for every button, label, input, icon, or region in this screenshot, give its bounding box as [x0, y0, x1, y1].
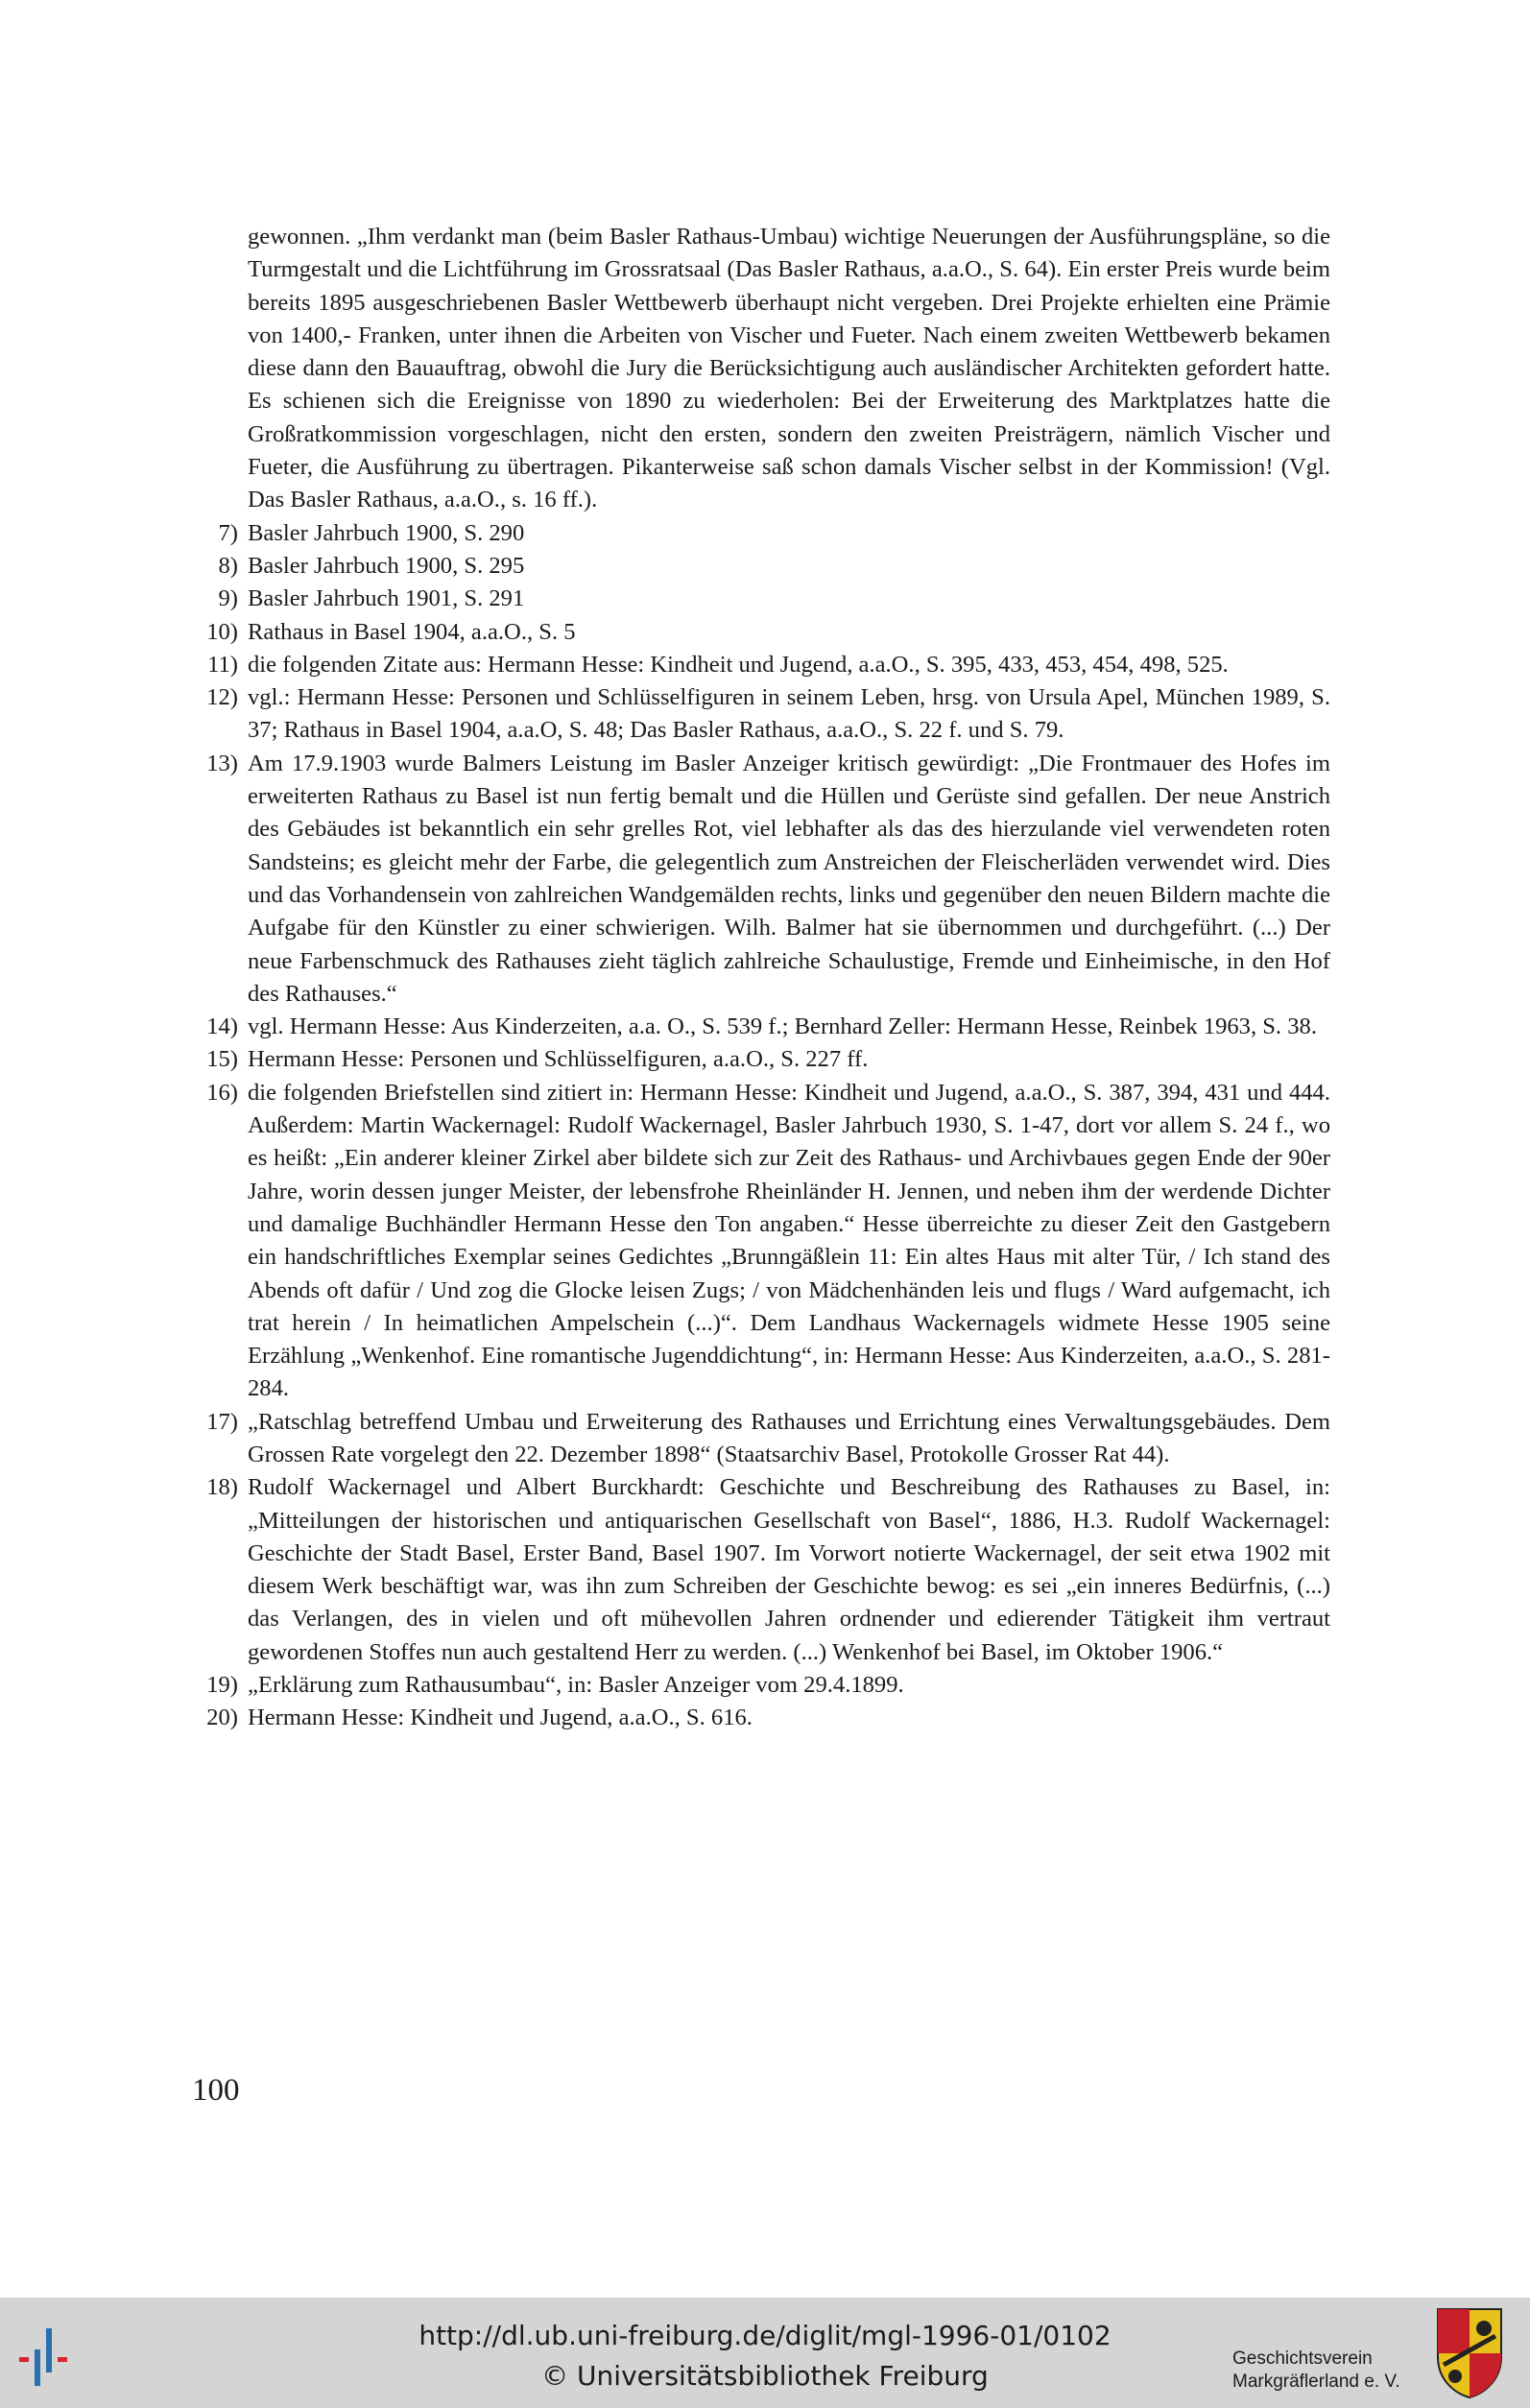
footnote-item — [188, 616, 1330, 649]
footnote-item — [188, 1043, 1330, 1076]
footnote-text: Rathaus in Basel 1904, a.a.O., S. 5 — [248, 618, 576, 645]
footnote-number: 13) — [206, 750, 238, 776]
footnote-number: 11) — [207, 651, 238, 678]
footnote-text: Basler Jahrbuch 1900, S. 295 — [248, 552, 525, 579]
footnote-number: 19) — [206, 1672, 238, 1699]
footnote-number: 14) — [206, 1013, 238, 1040]
coat-of-arms-icon — [1436, 2307, 1503, 2399]
footer-society-name — [1232, 2348, 1424, 2394]
footnote-item — [188, 649, 1330, 681]
footer-copyright: © Universitätsbibliothek Freiburg — [541, 2360, 989, 2392]
footnote-item — [188, 550, 1330, 583]
footnote-item — [188, 1669, 1330, 1702]
footnote-text: vgl. Hermann Hesse: Aus Kinderzeiten, a.a. O., S. 539 f.; Bernhard Zeller: Hermann Hesse, Reinbek 1963, S. 38. — [248, 1013, 1317, 1040]
footnote-text: Hermann Hesse: Personen und Schlüsselfiguren, a.a.O., S. 227 ff. — [248, 1046, 869, 1073]
footnote-number: 15) — [206, 1046, 238, 1073]
footnote-number: 7) — [218, 519, 238, 546]
footnote-item — [188, 517, 1330, 550]
society-line-1: Geschichtsverein — [1232, 2348, 1373, 2369]
footnote-item — [188, 1406, 1330, 1472]
footnote-number: 16) — [206, 1079, 238, 1106]
footnote-text: „Erklärung zum Rathausumbau“, in: Basler Anzeiger vom 29.4.1899. — [248, 1672, 904, 1699]
footnotes-section — [188, 221, 1330, 1735]
footnote-number: 9) — [218, 585, 238, 612]
footnote-item — [188, 748, 1330, 1011]
footer-url-link[interactable]: http://dl.ub.uni-freiburg.de/diglit/mgl-1996-01/0102 — [418, 2320, 1112, 2351]
footnote-list — [188, 517, 1330, 1735]
footnote-text: die folgenden Briefstellen sind zitiert in: Hermann Hesse: Kindheit und Jugend, a.a.O., S. 387, 394, 431 und 444. Außerdem: Martin Wackernagel: Rudolf Wackernagel, Basler Jahrbuch 1930, S. 1-47, dort vor allem S. 24 f., wo es heißt: „Ein anderer kleiner Zirkel aber bildete sich zur Zeit des Rathaus- und Archivbaues gegen Ende der 90er Jahre, worin dessen junger Meister, der lebensfrohe Rheinländer H. Jennen, und neben ihm der werdende Dichter und damalige Buchhändler Hermann Hesse den Ton angaben.“ Hesse überreichte zu dieser Zeit den Gastgebern ein handschriftliches Exemplar seines Gedichtes „Brunngäßlein 11: Ein altes Haus mit alter Tür, / Ich stand des Abends oft dafür / Und zog die Glocke leisen Zugs; / von Mädchenhänden leis und flugs / Ward aufgemacht, ich trat herein / In heimatlichen Ampelschein (...)“. Dem Landhaus Wackernagels widmete Hesse 1905 seine Erzählung „Wenkenhof. Eine romantische Jugenddichtung“, in: Hermann Hesse: Aus Kinderzeiten, a.a.O., S. 281-284. — [248, 1079, 1330, 1402]
footnote-text: „Ratschlag betreffend Umbau und Erweiterung des Rathauses und Errichtung eines Verwaltungsgebäudes. Dem Grossen Rate vorgelegt den 22. Dezember 1898“ (Staatsarchiv Basel, Protokolle Grosser Rat 44). — [248, 1408, 1330, 1467]
footer-bar — [0, 2298, 1530, 2408]
footnote-item — [188, 681, 1330, 748]
footnote-text: Am 17.9.1903 wurde Balmers Leistung im Basler Anzeiger kritisch gewürdigt: „Die Frontmauer des Hofes im erweiterten Rathaus zu Basel ist nun fertig bemalt und die Hüllen und Gerüste sind gefallen. Der neue Anstrich des Gebäudes ist bekanntlich ein sehr grelles Rot, viel lebhafter als das des hierzulande viel verwendeten roten Sandsteins; es gleicht mehr der Farbe, die gelegentlich zum Anstreichen der Fleischerläden verwendet wird. Dies und das Vorhandensein von zahlreichen Wandgemälden rechts, links und gegenüber den neuen Bildern machte die Aufgabe für den Künstler zu einer schwierigen. Wilh. Balmer hat sie übernommen und durchgeführt. (...) Der neue Farbenschmuck des Rathauses zieht täglich zahlreiche Schaulustige, Fremde und Einheimische, in den Hof des Rathauses.“ — [248, 750, 1330, 1007]
footnote-text: Basler Jahrbuch 1900, S. 290 — [248, 519, 525, 546]
society-line-2: Markgräflerland e. V. — [1232, 2372, 1400, 2392]
footnote-number: 20) — [206, 1705, 238, 1731]
footnote-item — [188, 1702, 1330, 1734]
footnote-number: 8) — [218, 552, 238, 579]
footnote-text: Rudolf Wackernagel und Albert Burckhardt: Geschichte und Beschreibung des Rathauses zu Basel, in: „Mitteilungen der historischen und antiquarischen Gesellschaft von Basel“, 1886, H.3. Rudolf Wackernagel: Geschichte der Stadt Basel, Erster Band, Basel 1907. Im Vorwort notierte Wackernagel, der seit etwa 1902 mit diesem Werk beschäftigt war, was ihn zum Schreiben der Geschichte bewog: es sei „ein inneres Bedürfnis, (...) das Verlangen, des in vielen und oft mühevollen Jahren ordnender und edierender Tätigkeit ihm vertraut gewordenen Stoffes nun auch gestaltend Herr zu werden. (...) Wenkenhof bei Basel, im Oktober 1906.“ — [248, 1474, 1330, 1665]
footnote-number: 17) — [206, 1408, 238, 1435]
footnote-item — [188, 1011, 1330, 1043]
page-number: 100 — [192, 2073, 240, 2108]
footnote-text: die folgenden Zitate aus: Hermann Hesse: Kindheit und Jugend, a.a.O., S. 395, 433, 453, 454, 498, 525. — [248, 651, 1229, 678]
footnote-text: Basler Jahrbuch 1901, S. 291 — [248, 585, 525, 612]
footnote-text: vgl.: Hermann Hesse: Personen und Schlüsselfiguren in seinem Leben, hrsg. von Ursula Apel, München 1989, S. 37; Rathaus in Basel 1904, a.a.O, S. 48; Das Basler Rathaus, a.a.O., S. 22 f. und S. 79. — [248, 684, 1330, 744]
footnote-item — [188, 583, 1330, 615]
footnote-number: 12) — [206, 684, 238, 711]
footnote-item — [188, 1471, 1330, 1669]
footnote-number: 10) — [206, 618, 238, 645]
footnote-number: 18) — [206, 1474, 238, 1501]
continued-footnote-text: gewonnen. „Ihm verdankt man (beim Basler Rathaus-Umbau) wichtige Neuerungen der Ausführungspläne, so die Turmgestalt und die Lichtführung im Grossratsaal (Das Basler Rathaus, a.a.O., S. 64). Ein erster Preis wurde beim bereits 1895 ausgeschriebenen Basler Wettbewerb überhaupt nicht vergeben. Drei Projekte erhielten eine Prämie von 1400,- Franken, unter ihnen die Arbeiten von Vischer und Fueter. Nach einem zweiten Wettbewerb bekamen diese dann den Bauauftrag, obwohl die Jury die Berücksichtigung auch ausländischer Architekten gefordert hatte. Es schienen sich die Ereignisse von 1890 zu wiederholen: Bei der Erweiterung des Marktplatzes hatte die Großratkommission vorgeschlagen, nicht den ersten, sondern den zweiten Preisträgern, nämlich Vischer und Fueter, die Ausführung zu übertragen. Pikanterweise saß schon damals Vischer selbst in der Kommission! (Vgl. Das Basler Rathaus, a.a.O., s. 16 ff.). — [248, 224, 1330, 513]
footnote-item — [188, 1077, 1330, 1406]
footnote-text: Hermann Hesse: Kindheit und Jugend, a.a.O., S. 616. — [248, 1705, 753, 1731]
